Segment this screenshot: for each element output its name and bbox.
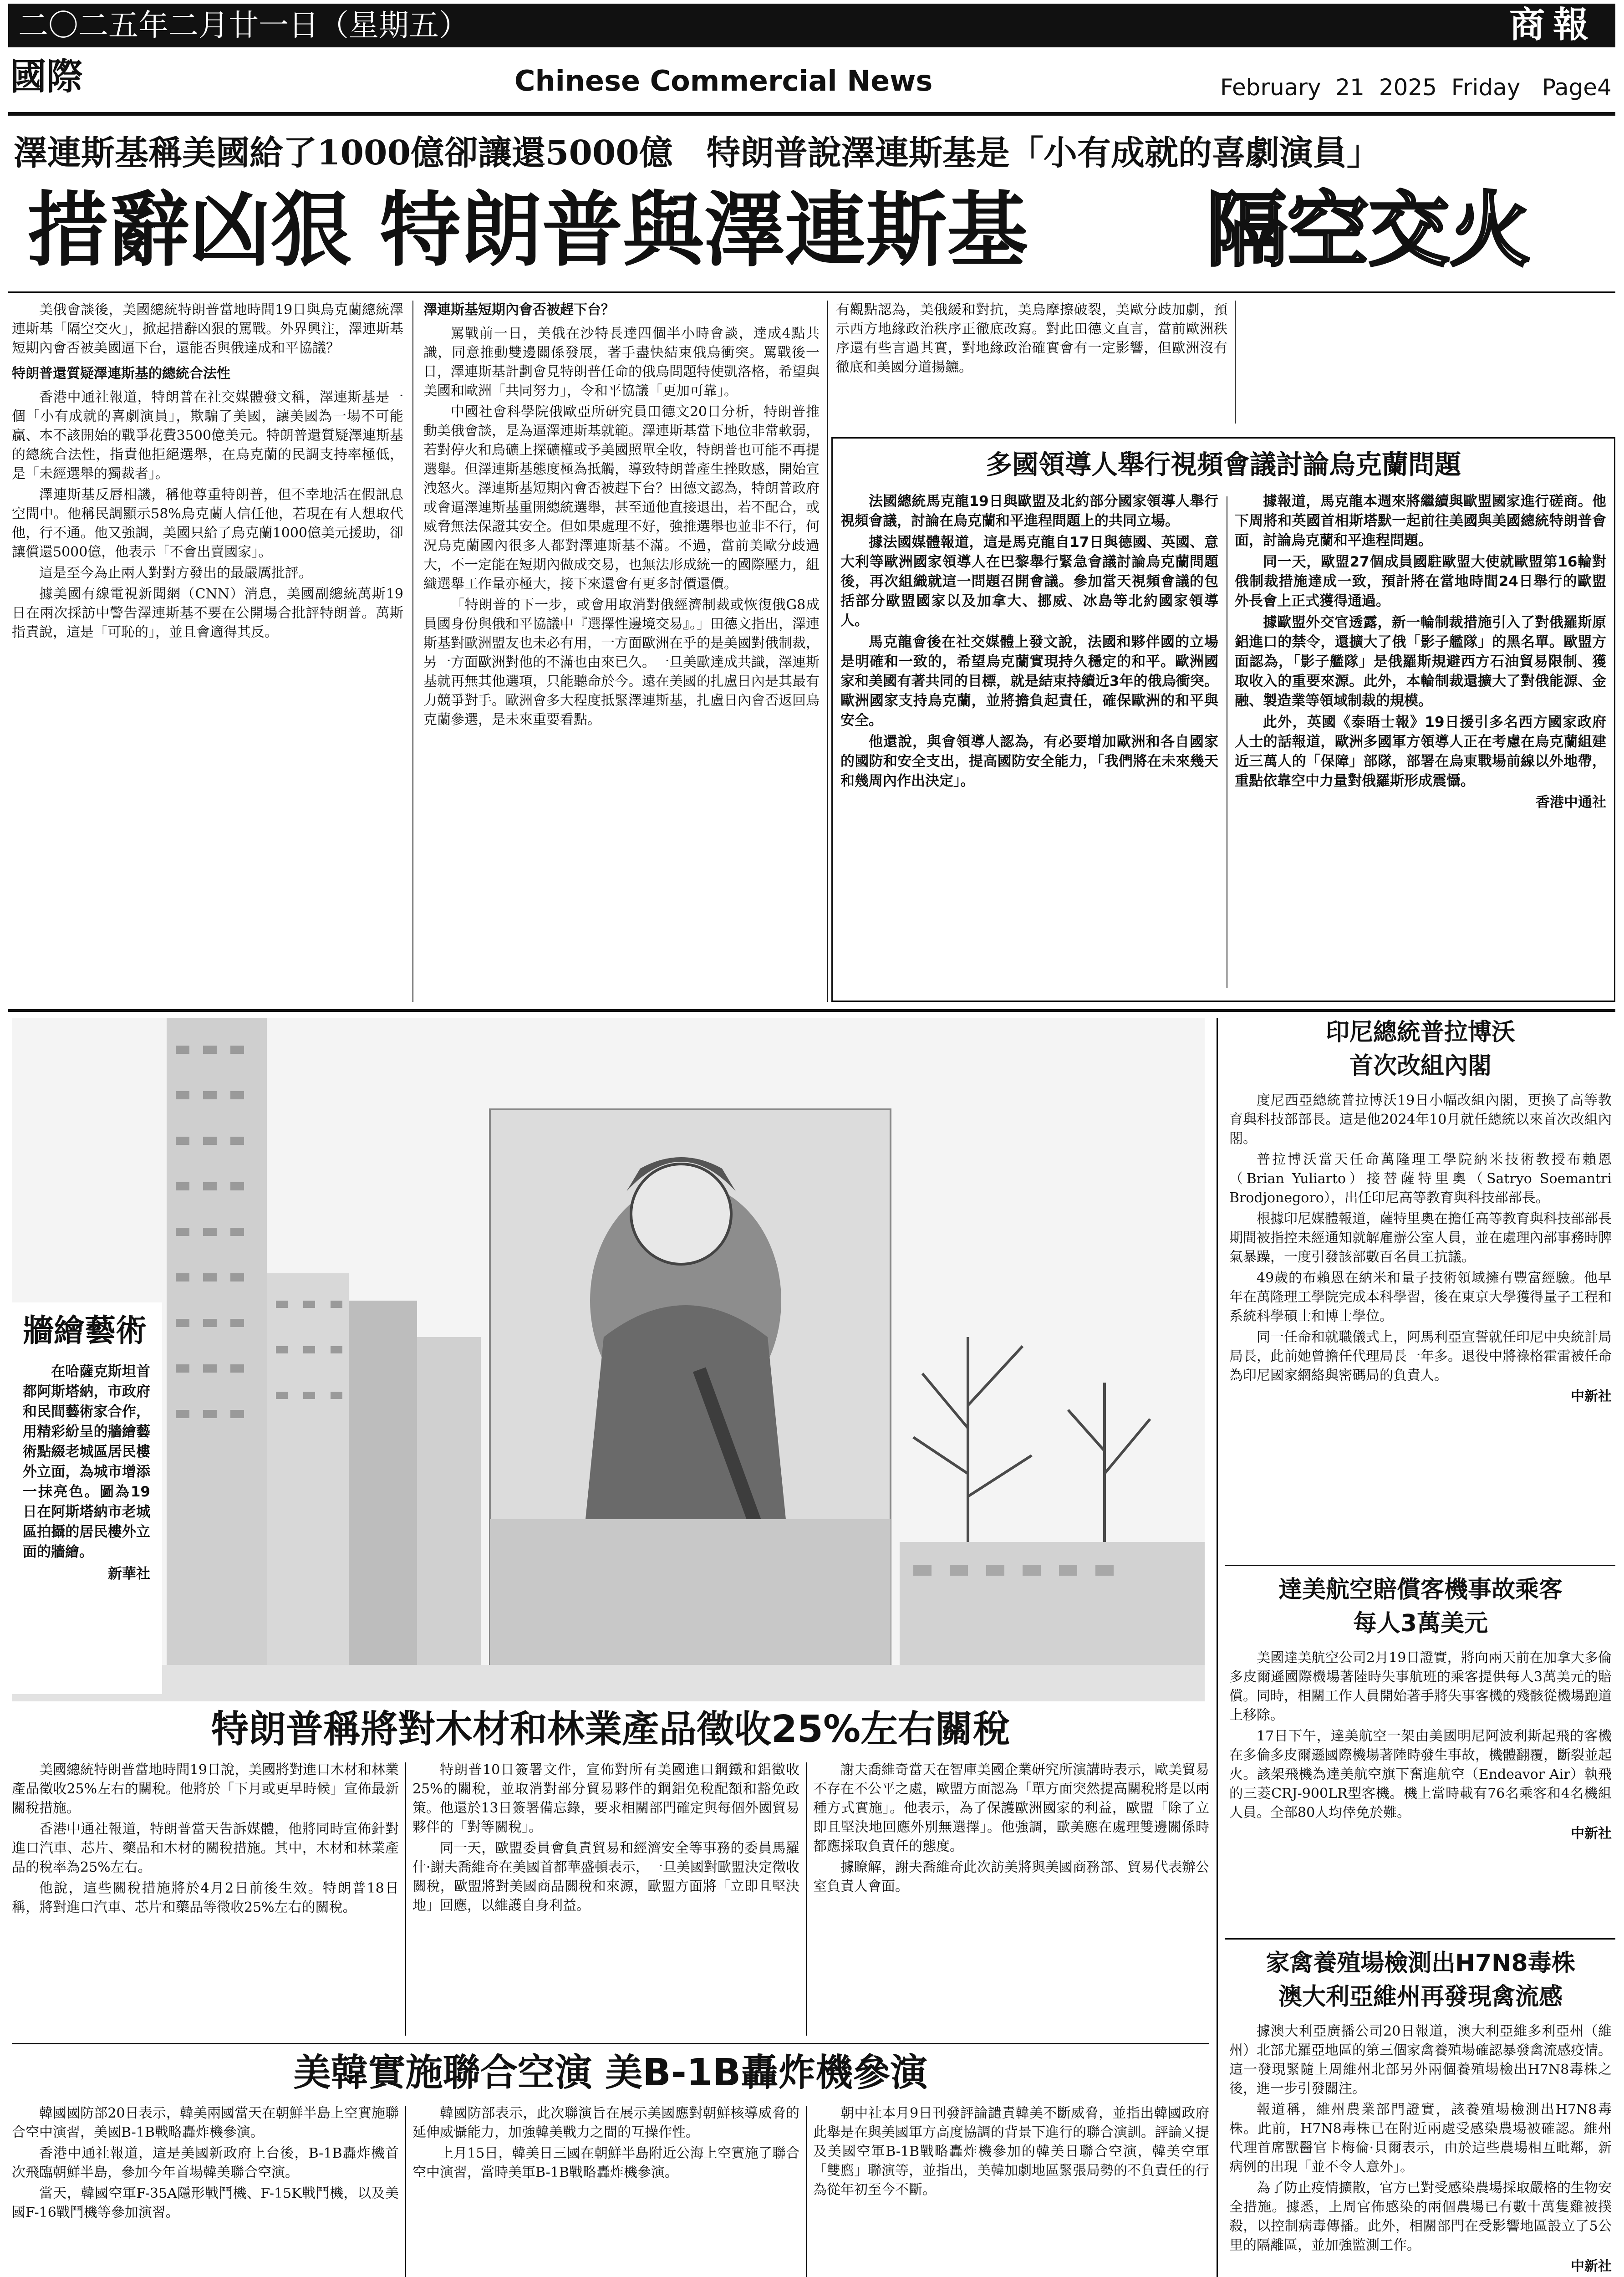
column-rule (405, 2106, 406, 2277)
masthead-date-cn: 二〇二五年二月廿一日（星期五） (18, 8, 469, 43)
section-rule (8, 1009, 1615, 1012)
tariff-paragraph: 特朗普10日簽署文件，宣佈對所有美國進口鋼鐵和鋁徵收25%的關稅，並取消對部分貿易夥伴的鋼鋁免稅配額和豁免政策。他還於13日簽署備忘錄，要求相關部門確定與每個外國貿易夥伴的「對等關稅」。 (412, 1762, 799, 1835)
drill-paragraph: 香港中通社報道，這是美國新政府上台後，B-1B轟炸機首次飛臨朝鮮半島，參加今年首場韓美聯合空演。 (12, 2145, 399, 2180)
delta-paragraph: 17日下午，達美航空一架由美國明尼阿波利斯起飛的客機在多倫多皮爾遜國際機場著陸時發生事故，機體翻覆，斷裂並起火。該架飛機為達美航空旗下奮進航空（Endeavor Air）執飛的三菱CRJ-900LR型客機。機上當時載有76名乘客和4名機組人員。全部80人均倖免於難。 (1229, 1728, 1612, 1821)
h7n8-title-line2: 澳大利亞維州再發現禽流感 (1278, 1983, 1563, 2011)
video-meeting-col-1 (840, 492, 1218, 993)
column-rule (806, 1762, 807, 2036)
video-meeting-paragraph: 據法國媒體報道，這是馬克龍自17日與德國、英國、意大利等歐洲國家領導人在巴黎舉行緊急會議討論烏克蘭問題後，再次組織就這一問題召開會議。參加當天視頻會議的包括部分歐盟國家以及加拿大、挪威、冰島等北約國家領導人。 (840, 534, 1218, 629)
video-meeting-paragraph: 法國總統馬克龍19日與歐盟及北約部分國家領導人舉行視頻會議，討論在烏克蘭和平進程問題上的共同立場。 (840, 493, 1218, 529)
h7n8-body (1229, 2022, 1612, 2277)
lead-headline-outline: 隔空交火 (1207, 183, 1531, 277)
lead-column-1 (12, 301, 403, 1002)
delta-paragraph: 美國達美航空公司2月19日證實，將向兩天前在加拿大多倫多皮爾遜國際機場著陸時失事航班的乘客提供每人3萬美元的賠償。同時，相關工作人員開始著手將失事客機的殘骸從機場跑道上移除。 (1229, 1650, 1612, 1723)
lead-headline: 措辭凶狠 特朗普與澤連斯基 (27, 183, 1028, 277)
video-meeting-credit: 香港中通社 (1536, 794, 1606, 811)
indonesia-title-line1: 印尼總統普拉博沃 (1325, 1019, 1515, 1046)
indonesia-body (1229, 1091, 1612, 1556)
sidebar-rule (1225, 1565, 1615, 1566)
lead-subheading-1: 特朗普還質疑澤連斯基的總統合法性 (12, 366, 230, 382)
mural-caption-text: 在哈薩克斯坦首都阿斯塔納，市政府和民間藝術家合作，用精彩紛呈的牆繪藝術點綴老城區居民樓外立面，為城市增添一抹亮色。圖為19日在阿斯塔納市老城區拍攝的居民樓外立面的牆繪。 (23, 1363, 150, 1560)
h7n8-paragraph: 為了防止疫情擴散，官方已對受感染農場採取嚴格的生物安全措施。據悉，上周官佈感染的兩個農場已有數十萬隻雞被撲殺，以控制病毒傳播。此外，相關部門在受影響地區設立了5公里的隔離區，並加強監測工作。 (1229, 2180, 1612, 2253)
masthead-paper-name: 商報 (1509, 4, 1597, 46)
column-rule (405, 1762, 406, 2036)
lead-paragraph: 澤連斯基反唇相譏，稱他尊重特朗普，但不幸地活在假訊息空間中。他稱民調顯示58%烏克蘭人信任他，若現在有人想取代他，行不通。他又強調，美國只給了烏克蘭1000億美元援助，卻讓償還5000億，他表示「不會出賣國家」。 (12, 487, 403, 560)
drill-paragraph: 朝中社本月9日刊發評論譴責韓美不斷威脅，並指出韓國政府此舉是在與美國軍方高度協調的背景下進行的聯合演訓。評論又提及美國空軍B-1B戰略轟炸機參加的韓美日聯合空演，韓美空軍「雙鷹」聯演等，並指出，美韓加劇地區緊張局勢的不負責任的行為從年初至今不斷。 (813, 2105, 1209, 2198)
section-rule (12, 2043, 1209, 2044)
drill-col-1 (12, 2104, 399, 2277)
mural-title: 牆繪藝術 (23, 1313, 147, 1349)
delta-body (1229, 1649, 1612, 1931)
video-meeting-paragraph: 他還說，與會領導人認為，有必要增加歐洲和各自國家的國防和安全支出，提高國防安全能力，「我們將在未來幾天和幾周內作出決定」。 (840, 734, 1218, 789)
tariff-paragraph: 他說，這些關稅措施將於4月2日前後生效。特朗普18日稱，將對進口汽車、芯片和藥品等徵收25%左右的關稅。 (12, 1880, 399, 1915)
lead-paragraph: 據美國有線電視新聞網（CNN）消息，美國副總統萬斯19日在兩次採訪中警告澤連斯基不要在公開場合批評特朗普。萬斯指責說，這是「可恥的」，並且會適得其反。 (12, 586, 403, 640)
drill-paragraph: 韓國國防部20日表示，韓美兩國當天在朝鮮半島上空實施聯合空中演習，美國B-1B戰略轟炸機參演。 (12, 2105, 399, 2140)
tariff-col-2 (412, 1761, 799, 2038)
h7n8-title-line1: 家禽養殖場檢測出H7N8毒株 (1266, 1950, 1575, 1977)
drill-paragraph: 當天，韓國空軍F-35A隱形戰鬥機、F-15K戰鬥機，以及美國F-16戰鬥機等參加演習。 (12, 2185, 399, 2221)
lead-paragraph: 中國社會科學院俄歐亞所研究員田德文20日分析，特朗普推動美俄會談，是為逼澤連斯基就範。澤連斯基當下地位非常軟弱，若對停火和烏礦上探礦權或予美國照單全收，特朗普也可能不再提選舉。但澤連斯基態度極為抵觸，導致特朗普產生挫敗感，開始宣洩怒火。澤連斯基短期內會否被趕下台？田德文認為，特朗普政府或會逼澤連斯基重開總統選舉，甚至通他直接退出，若不配合，或威脅無法保證其安全。但如果處理不好，強推選舉也並非不行，何況烏克蘭國內很多人都對澤連斯基不滿。不過，當前美歐分歧過大，不一定能在短期內做成交易，也無法形成統一的國際壓力，組織選舉工作量亦極大，接下來還會有更多討價還價。 (423, 404, 820, 592)
tariff-col-3 (813, 1761, 1209, 2038)
mural-photo (12, 1018, 1205, 1701)
h7n8-paragraph: 據澳大利亞廣播公司20日報道，澳大利亞維多利亞州（維州）北部尤羅亞地區的第三個家禽養殖場確認暴發禽流感疫情。這一發現緊隨上周維州北部另外兩個養殖場檢出H7N8毒株之後，進一步引發關注。 (1229, 2023, 1612, 2097)
lead-paragraph: 「特朗普的下一步，或會用取消對俄經濟制裁或恢復俄G8成員國身份與俄和平協議中『選擇性邊境交易』。」田德文指出，澤連斯基對歐洲盟友也未必有用，一方面歐洲在乎的是美國對俄制裁，另一方面歐洲對他的不滿也由來已久。一旦美歐達成共識，澤連斯基就再無其他選項，只能聽命於今。遠在美國的扎盧日內是其最有力競爭對手。歐洲會多大程度抵緊澤連斯基，扎盧日內會否返回烏克蘭參選，是未來重要看點。 (423, 597, 820, 728)
delta-title-line1: 達美航空賠償客機事故乘客 (1278, 1576, 1563, 1603)
lead-paragraph: 有觀點認為，美俄緩和對抗，美烏摩擦破裂，美歐分歧加劇，預示西方地緣政治秩序正徹底改寫。對此田德文直言，當前歐洲秩序還有些言過其實，對地緣政治確實會有一定影響，但歐洲沒有徹底和美國分道揚鑣。 (836, 302, 1227, 375)
drill-col-2 (412, 2104, 799, 2277)
column-rule (827, 301, 828, 1002)
lead-paragraph: 這是至今為止兩人對對方發出的最嚴厲批評。 (39, 565, 312, 581)
lead-kicker: 澤連斯基稱美國給了1000億卻讓還5000億 特朗普說澤連斯基是「小有成就的喜劇演員」 (14, 133, 1380, 173)
paper-english-name: Chinese Commercial News (514, 64, 933, 97)
delta-credit: 中新社 (1571, 1826, 1612, 1842)
tariff-col-1 (12, 1761, 399, 2038)
video-meeting-paragraph: 據歐盟外交官透露，新一輪制裁措施引入了對俄羅斯原鋁進口的禁令，還擴大了俄「影子艦隊」的黑名單。歐盟方面認為，「影子艦隊」是俄羅斯規避西方石油貿易限制、獲取收入的重要來源。此外，本輪制裁還擴大了對俄能源、金融、製造業等領域制裁的規模。 (1235, 614, 1606, 709)
lead-column-2 (423, 301, 820, 1002)
video-meeting-title: 多國領導人舉行視頻會議討論烏克蘭問題 (985, 449, 1461, 480)
lead-paragraph: 香港中通社報道，特朗普在社交媒體發文稱，澤連斯基是一個「小有成就的喜劇演員」，欺騙了美國，讓美國為一場不可能贏、本不該開始的戰爭花費3500億美元。特朗普還質疑澤連斯基的總統合法性，指責他拒絕選舉，在烏克蘭的民調支持率極低，是「未經選舉的獨裁者」。 (12, 389, 403, 482)
section-label: 國際 (10, 55, 83, 98)
h7n8-paragraph: 報道稱，維州農業部門證實，該養殖場檢測出H7N8毒株。此前，H7N8毒株已在附近兩處受感染農場被確認。維州代理首席獸醫官卡梅倫·貝爾表示，由於這些農場相互毗鄰，新病例的出現「並不令人意外」。 (1229, 2102, 1612, 2175)
lead-rule (8, 291, 1615, 293)
drill-col-3 (813, 2104, 1209, 2277)
tariff-paragraph: 香港中通社報道，特朗普當天告訴媒體，他將同時宣佈針對進口汽車、芯片、藥品和木材的關稅措施。其中，木材和林業產品的稅率為25%左右。 (12, 1821, 399, 1875)
sidebar-divider (1217, 1018, 1218, 2277)
column-rule (412, 301, 413, 1002)
indonesia-paragraph: 度尼西亞總統普拉博沃19日小幅改組內閣，更換了高等教育與科技部部長。這是他2024年10月就任總統以來首次改組內閣。 (1229, 1093, 1612, 1147)
sidebar-rule (1225, 1938, 1615, 1940)
tariff-paragraph: 美國總統特朗普當地時間19日說，美國將對進口木材和林業產品徵收25%左右的關稅。他將於「下月或更早時候」宣佈最新關稅措施。 (12, 1762, 399, 1816)
lead-column-3 (836, 301, 1227, 424)
indonesia-paragraph: 根據印尼媒體報道，薩特里奧在擔任高等教育與科技部部長期間被指控未經通知就解雇辦公室人員，並在處理內部事務時脾氣暴躁，一度引發該部數百名員工抗議。 (1229, 1211, 1612, 1265)
h7n8-credit: 中新社 (1571, 2258, 1612, 2274)
video-meeting-paragraph: 馬克龍會後在社交媒體上發文說，法國和夥伴國的立場是明確和一致的，希望烏克蘭實現持久穩定的和平。歐洲國家和美國有著共同的目標，就是結束持續近3年的俄烏衝突。歐洲國家支持烏克蘭，並將擔負起責任，確保歐洲的和平與安全。 (840, 634, 1218, 729)
video-meeting-paragraph: 據報道，馬克龍本週來將繼續與歐盟國家進行磋商。他下周將和英國首相斯塔默一起前往美國與美國總統特朗普會面，討論烏克蘭和平進程問題。 (1235, 493, 1606, 549)
indonesia-title-line2: 首次改組內閣 (1349, 1052, 1492, 1080)
video-meeting-paragraph: 同一天，歐盟27個成員國駐歐盟大使就歐盟第16輪對俄制裁措施達成一致，預計將在當地時間24日舉行的歐盟外長會上正式獲得通過。 (1235, 554, 1606, 609)
drill-paragraph: 韓國防部表示，此次聯演旨在展示美國應對朝鮮核導威脅的延伸威懾能力，加強韓美戰力之間的互操作性。 (412, 2105, 799, 2140)
mural-credit: 新華社 (108, 1566, 150, 1582)
lead-column-4 (1243, 301, 1612, 424)
indonesia-paragraph: 普拉博沃當天任命萬隆理工學院納米技術教授布賴恩（Brian Yuliarto）接替薩特里奧（Satryo Soemantri Brodjonegoro），出任印尼高等教育與科技部部長。 (1229, 1152, 1612, 1206)
indonesia-paragraph: 同一任命和就職儀式上，阿馬利亞宣誓就任印尼中央統計局局長，此前她曾擔任代理局長一年多。退役中將祿格霍雷被任命為印尼國家網絡與密碼局的負責人。 (1229, 1329, 1612, 1384)
column-rule (806, 2106, 807, 2277)
column-rule (1235, 301, 1236, 424)
masthead-date-en: February 21 2025 Friday Page4 (1220, 74, 1612, 101)
lead-subheading-2: 澤連斯基短期內會否被趕下台？ (423, 302, 615, 318)
video-meeting-col-2 (1235, 492, 1606, 993)
tariff-paragraph: 據瞭解，謝夫喬維奇此次訪美將與美國商務部、貿易代表辦公室負責人會面。 (813, 1859, 1209, 1894)
indonesia-paragraph: 49歲的布賴恩在納米和量子技術領域擁有豐富經驗。他早年在萬隆理工學院完成本科學習，後在東京大學獲得量子工程和系統科學碩士和博士學位。 (1229, 1270, 1612, 1324)
mural-caption (23, 1362, 150, 1690)
lead-paragraph: 罵戰前一日，美俄在沙特長達四個半小時會談，達成4點共識，同意推動雙邊關係發展，著手盡快結束俄烏衝突。罵戰後一日，澤連斯基計劃會見特朗普任命的俄烏問題特使凱洛格，希望與美國和歐洲「共同努力」，令和平協議「更加可靠」。 (423, 326, 820, 399)
tariff-headline: 特朗普稱將對木材和林業產品徵收25%左右關稅 (211, 1708, 1010, 1751)
indonesia-credit: 中新社 (1571, 1389, 1612, 1404)
video-meeting-paragraph: 此外，英國《泰晤士報》19日援引多名西方國家政府人士的話報道，歐洲多國軍方領導人正在考慮在烏克蘭組建近三萬人的「保障」部隊，部署在烏東戰場前線以外地帶，重點依靠空中力量對俄羅斯形成震懾。 (1235, 714, 1606, 789)
masthead-rule (8, 112, 1615, 116)
mural-photo-illustration (12, 1018, 1205, 1701)
lead-paragraph: 美俄會談後，美國總統特朗普當地時間19日與烏克蘭總統澤連斯基「隔空交火」，掀起措辭凶狠的罵戰。外界興注，澤連斯基短期內會否被美國逼下台，還能否與俄達成和平協議？ (12, 302, 403, 356)
delta-title-line2: 每人3萬美元 (1353, 1610, 1488, 1637)
drill-paragraph: 上月15日，韓美日三國在朝鮮半島附近公海上空實施了聯合空中演習，當時美軍B-1B戰略轟炸機參演。 (412, 2145, 799, 2180)
tariff-paragraph: 謝夫喬維奇當天在智庫美國企業研究所演講時表示，歐美貿易不存在不公平之處，歐盟方面認為「單方面突然提高關稅將是以兩種方式實施」。他表示，為了保護歐洲國家的利益，歐盟「除了立即且堅決地回應外別無選擇」。他強調，歐美應在處理雙邊關係時都應採取負責任的態度。 (813, 1762, 1209, 1854)
drill-headline: 美韓實施聯合空演 美B-1B轟炸機參演 (293, 2051, 928, 2094)
tariff-paragraph: 同一天，歐盟委員會負責貿易和經濟安全等事務的委員馬羅什·謝夫喬維奇在美國首都華盛頓表示，一旦美國對歐盟決定徵收關稅，歐盟將對美國商品關稅和來源，歐盟方面將「立即且堅決地」回應，以維護自身利益。 (412, 1840, 799, 1914)
